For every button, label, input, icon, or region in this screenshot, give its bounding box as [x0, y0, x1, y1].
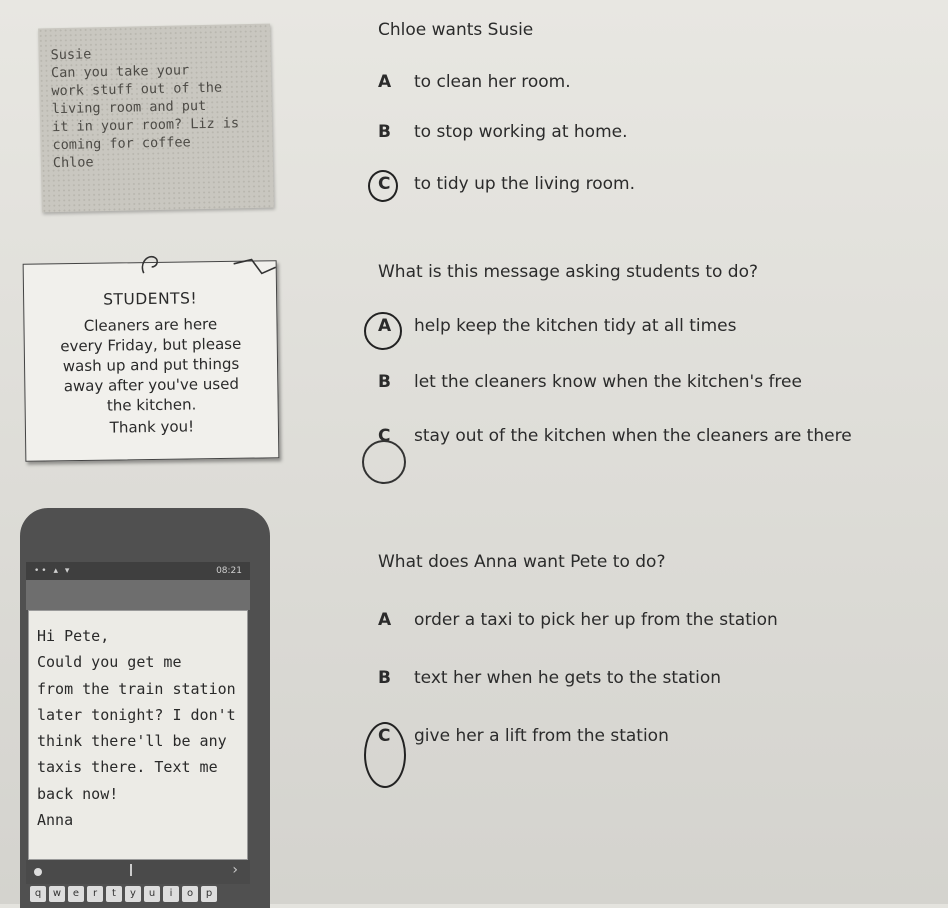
phone-screen [28, 610, 248, 860]
note-line: every Friday, but please [60, 334, 242, 356]
keyboard-key: q [30, 886, 46, 902]
note-line: it in your room? Liz is [52, 115, 240, 136]
option-letter: C [378, 174, 391, 194]
option-text: to stop working at home. [414, 122, 628, 142]
message-line: taxis there. Text me [37, 758, 218, 777]
note-line: work stuff out of the [51, 79, 223, 100]
keyboard-key: u [144, 886, 160, 902]
question-2-option-a[interactable] [378, 316, 736, 336]
question-1-stem: Chloe wants Susie [378, 20, 534, 40]
note-line: Susie [50, 46, 92, 64]
message-line: Anna [37, 811, 74, 830]
question-1-option-c[interactable] [378, 174, 635, 194]
option-text: to tidy up the living room. [414, 174, 635, 194]
option-text: let the cleaners know when the kitchen's free [414, 372, 802, 392]
record-dot-icon [34, 868, 42, 876]
note-students [23, 260, 280, 462]
option-text: to clean her room. [414, 72, 571, 92]
question-3-stem: What does Anna want Pete to do? [378, 552, 666, 572]
question-2-option-c[interactable] [378, 426, 852, 446]
keyboard-key: e [68, 886, 84, 902]
note-line: wash up and put things [62, 354, 240, 376]
phone-status-bar [26, 562, 250, 580]
phone-keyboard-bar [26, 860, 250, 884]
page-curl-icon [232, 255, 278, 276]
note-line: living room and put [51, 97, 207, 118]
answer-circle-mark [368, 170, 398, 202]
note-line: coming for coffee [52, 134, 191, 154]
note-chloe [38, 24, 274, 213]
note-line: the kitchen. [106, 395, 197, 415]
pin-icon [135, 251, 175, 276]
status-time: 08:21 [216, 566, 242, 576]
stray-circle-mark [362, 440, 406, 484]
keyboard-key: r [87, 886, 103, 902]
keyboard-key: p [201, 886, 217, 902]
note-line: Cleaners are here [83, 315, 218, 335]
note-line: away after you've used [63, 374, 240, 396]
phone-keyboard [30, 886, 260, 904]
option-letter: A [378, 610, 392, 630]
option-letter: B [378, 668, 391, 688]
message-line: from the train station [37, 679, 236, 698]
status-icons: •• ▴ ▾ [34, 566, 72, 576]
message-line: Could you get me [37, 653, 182, 672]
keyboard-key: t [106, 886, 122, 902]
option-text: order a taxi to pick her up from the station [414, 610, 778, 630]
message-line: Hi Pete, [37, 627, 110, 645]
note-line: Can you take your [50, 62, 190, 82]
question-3-option-c[interactable] [378, 726, 669, 746]
question-3-option-b[interactable] [378, 668, 721, 688]
option-letter: B [378, 372, 391, 392]
option-text: help keep the kitchen tidy at all times [414, 316, 737, 336]
question-3-option-a[interactable] [378, 610, 778, 630]
cursor-icon [130, 864, 132, 876]
option-letter: B [378, 122, 391, 142]
option-text: stay out of the kitchen when the cleaners are there [414, 426, 852, 446]
message-line: later tonight? I don't [37, 705, 236, 724]
option-text: give her a lift from the station [414, 726, 669, 746]
option-letter: C [378, 426, 391, 446]
question-1-option-b[interactable] [378, 122, 628, 142]
keyboard-key: y [125, 886, 141, 902]
option-letter: A [378, 72, 392, 92]
phone-header-band [26, 580, 250, 610]
answer-circle-mark [364, 312, 402, 350]
message-line: back now! [37, 784, 119, 803]
keyboard-key: o [182, 886, 198, 902]
message-line: think there'll be any [37, 732, 227, 751]
question-2-stem: What is this message asking students to do? [378, 262, 759, 282]
option-letter: C [378, 726, 391, 746]
question-1-option-a[interactable] [378, 72, 571, 92]
note-title: STUDENTS! [103, 289, 198, 309]
note-thanks: Thank you! [109, 417, 195, 437]
note-line: Chloe [52, 154, 94, 172]
keyboard-key: w [49, 886, 65, 902]
option-text: text her when he gets to the station [414, 668, 721, 688]
answer-circle-mark [364, 722, 406, 788]
text-message [37, 623, 245, 833]
question-2-option-b[interactable] [378, 372, 802, 392]
option-letter: A [378, 316, 392, 336]
chevron-right-icon: › [232, 862, 238, 878]
keyboard-key: i [163, 886, 179, 902]
